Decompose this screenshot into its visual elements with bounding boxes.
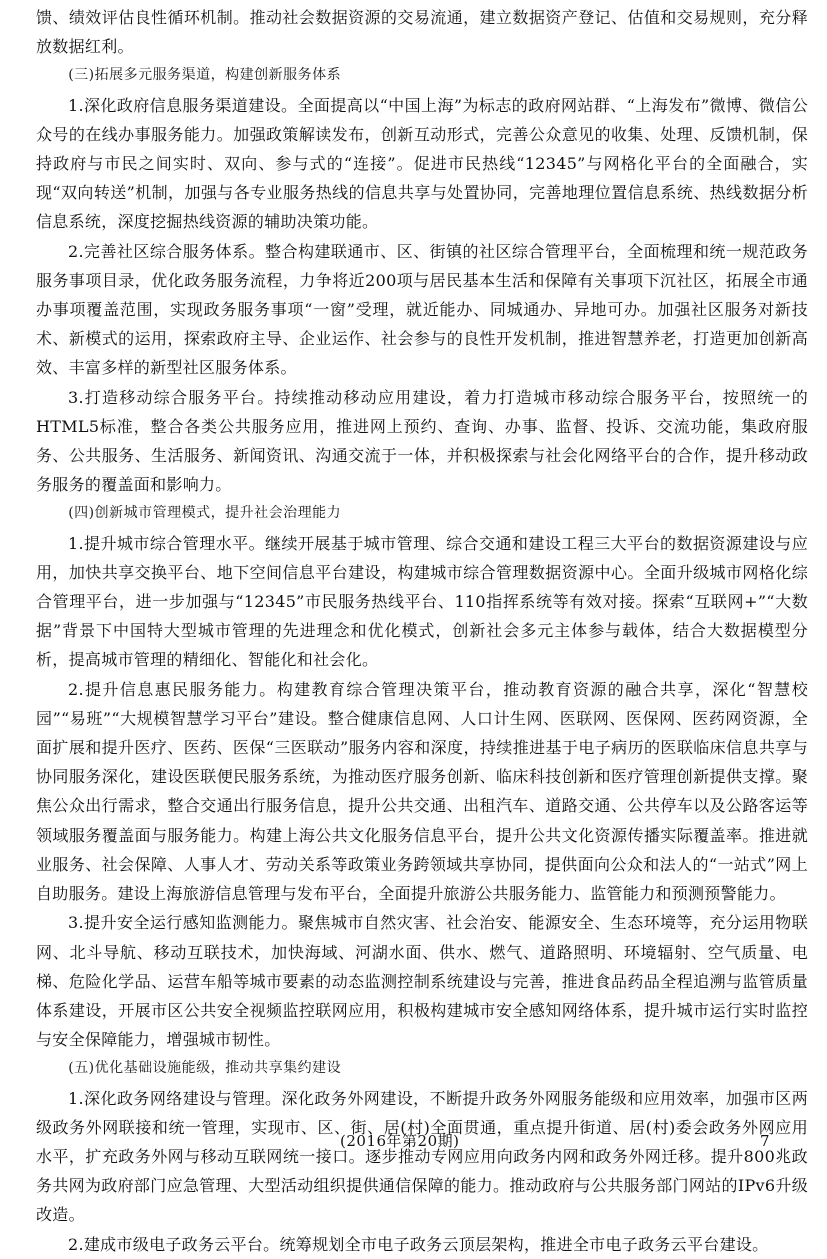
section-heading-3: (三)拓展多元服务渠道，构建创新服务体系 [68, 67, 342, 84]
paragraph: 3.打造移动综合服务平台。持续推动移动应用建设，着力打造城市移动综合服务平台，按照统一的HTML5标准，整合各类公共服务应用，推进网上预约、查询、办事、监督、投诉、交流功能，集政府服务、公共服务、生活服务、新闻资讯、沟通交流于一体，并积极探索与社会化网络平台的合作，提升移动政务服务的覆盖面和影响力。 [36, 387, 808, 495]
paragraph: 1.提升城市综合管理水平。继续开展基于城市管理、综合交通和建设工程三大平台的数据资源建设与应用，加快共享交换平台、地下空间信息平台建设，构建城市综合管理数据资源中心。全面升级城市网格化综合管理平台，进一步加强与“12345”市民服务热线平台、110指挥系统等有效对接。探索“互联网+”“大数据”背景下中国特大型城市管理的先进理念和优化模式，创新社会多元主体参与载体，结合大数据模型分析，提高城市管理的精细化、智能化和社会化。 [36, 533, 808, 670]
section-heading-4: (四)创新城市管理模式，提升社会治理能力 [68, 505, 342, 522]
page-footer [0, 1128, 827, 1154]
issue-label: (2016年第20期) [340, 1132, 460, 1150]
paragraph: 2.建成市级电子政务云平台。统筹规划全市电子政务云顶层架构，推进全市电子政务云平台建设。 [68, 1234, 769, 1254]
paragraph-continued: 馈、绩效评估良性循环机制。推动社会数据资源的交易流通，建立数据资产登记、估值和交易规则，充分释放数据红利。 [36, 8, 808, 57]
paragraph: 1.深化政务网络建设与管理。深化政务外网建设，不断提升政务外网服务能级和应用效率，加强市区两级政务外网联接和统一管理，实现市、区、街、居(村)全面贯通，重点提升街道、居(村)委会政务外网应用水平，扩充政务外网与移动互联网统一接口。逐步推动专网应用向政务内网和政务外网迁移。提升800兆政务共网为政府部门应急管理、大型活动组织提供通信保障的能力。推动政府与公共服务部门网站的IPv6升级改造。 [36, 1088, 808, 1225]
document-body [36, 3, 808, 1259]
paragraph: 1.深化政府信息服务渠道建设。全面提高以“中国上海”为标志的政府网站群、“上海发布”微博、微信公众号的在线办事服务能力。加强政策解读发布，创新互动形式，完善公众意见的收集、处理、反馈机制，保持政府与市民之间实时、双向、参与式的“连接”。促进市民热线“12345”与网格化平台的全面融合，实现“双向转送”机制，加强与各专业服务热线的信息共享与处置协同，完善地理位置信息系统、热线数据分析信息系统，深度挖掘热线资源的辅助决策功能。 [36, 95, 808, 232]
page-number: 7 [760, 1132, 770, 1150]
paragraph: 2.完善社区综合服务体系。整合构建联通市、区、街镇的社区综合管理平台，全面梳理和统一规范政务服务事项目录，优化政务服务流程，力争将近200项与居民基本生活和保障有关事项下沉社区，拓展全市通办事项覆盖范围，实现政务服务事项“一窗”受理，就近能办、同城通办、异地可办。加强社区服务对新技术、新模式的运用，探索政府主导、企业运作、社会参与的良性开发机制，推进智慧养老，打造更加创新高效、丰富多样的新型社区服务体系。 [36, 241, 808, 378]
section-heading-5: (五)优化基础设施能级，推动共享集约建设 [68, 1060, 342, 1077]
paragraph: 2.提升信息惠民服务能力。构建教育综合管理决策平台，推动教育资源的融合共享，深化“智慧校园”“易班”“大规模智慧学习平台”建设。整合健康信息网、人口计生网、医联网、医保网、医药网资源，全面扩展和提升医疗、医药、医保“三医联动”服务内容和深度，持续推进基于电子病历的医联临床信息共享与协同服务深化，建设医联便民服务系统，为推动医疗服务创新、临床科技创新和医疗管理创新提供支撑。聚焦公众出行需求，整合交通出行服务信息，提升公共交通、出租汽车、道路交通、公共停车以及公路客运等领域服务覆盖面与服务能力。构建上海公共文化服务信息平台，提升公共文化资源传播实际覆盖率。推进就业服务、社会保障、人事人才、劳动关系等政策业务跨领域共享协同，提供面向公众和法人的“一站式”网上自助服务。建设上海旅游信息管理与发布平台，全面提升旅游公共服务能力、监管能力和预测预警能力。 [36, 679, 808, 904]
paragraph: 3.提升安全运行感知监测能力。聚焦城市自然灾害、社会治安、能源安全、生态环境等，充分运用物联网、北斗导航、移动互联技术，加快海域、河湖水面、供水、燃气、道路照明、环境辐射、空气质量、电梯、危险化学品、运营车船等城市要素的动态监测控制系统建设与完善，推进食品药品全程追溯与监管质量体系建设，开展市区公共安全视频监控联网应用，积极构建城市安全感知网络体系，提升城市运行实时监控与安全保障能力，增强城市韧性。 [36, 913, 808, 1050]
